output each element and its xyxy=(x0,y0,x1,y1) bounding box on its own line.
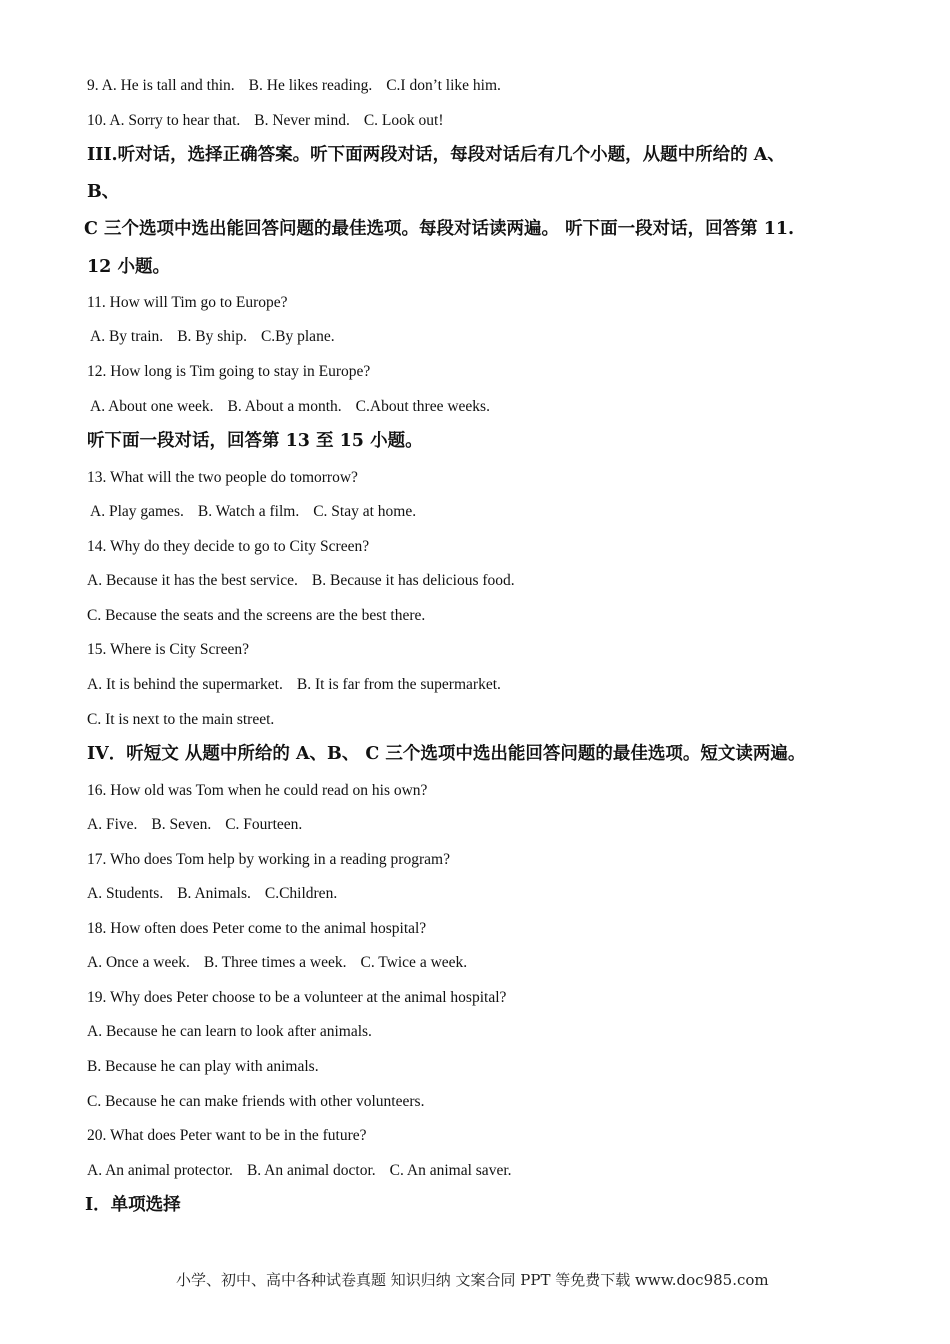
question-17-stem: 17. Who does Tom help by working in a reading program? xyxy=(87,851,450,868)
question-13-stem: 13. What will the two people do tomorrow? xyxy=(87,469,358,486)
question-20-stem: 20. What does Peter want to be in the future? xyxy=(87,1127,367,1144)
dialogue-2-heading: 听下面一段对话，回答第 13 至 15 小题。 xyxy=(87,431,423,451)
question-18-stem: 18. How often does Peter come to the animal hospital? xyxy=(87,920,427,937)
q9-option-c: C.I don’t like him. xyxy=(386,77,501,94)
q19-option-a: A. Because he can learn to look after animals. xyxy=(87,1023,372,1040)
section-3-heading-line1: III.听对话，选择正确答案。听下面两段对话，每段对话后有几个小题，从题中所给的 A、 xyxy=(87,145,785,165)
section-3-heading-line3: C 三个选项中选出能回答问题的最佳选项。每段对话读两遍。 听下面一段对话，回答第 11. xyxy=(84,219,795,239)
q15-option-b: B. It is far from the supermarket. xyxy=(296,676,501,693)
question-17-options xyxy=(87,884,337,904)
q16-option-a: A. Five. xyxy=(87,816,138,833)
section-4-heading: IV．听短文 从题中所给的 A、B、 C 三个选项中选出能回答问题的最佳选项。短文读两遍。 xyxy=(87,744,806,764)
question-15-options-ab xyxy=(87,675,501,695)
q14-option-b: B. Because it has delicious food. xyxy=(311,572,515,589)
q20-option-a: A. An animal protector. xyxy=(87,1162,233,1179)
question-9-options xyxy=(87,76,501,96)
question-20-options xyxy=(87,1161,512,1181)
q13-option-c: C. Stay at home. xyxy=(313,503,417,520)
question-11-options xyxy=(90,327,335,347)
q10-option-a: 10. A. Sorry to hear that. xyxy=(87,112,241,129)
page-footer: 小学、初中、高中各种试卷真题 知识归纳 文案合同 PPT 等免费下载 www.doc985.com xyxy=(176,1271,769,1289)
q13-option-b: B. Watch a film. xyxy=(197,503,300,520)
q17-option-a: A. Students. xyxy=(87,885,164,902)
q18-option-b: B. Three times a week. xyxy=(203,954,347,971)
q15-option-a: A. It is behind the supermarket. xyxy=(87,676,283,693)
section-3-heading-line4: 12 小题。 xyxy=(87,257,170,277)
question-14-options-ab xyxy=(87,571,515,591)
q16-option-b: B. Seven. xyxy=(151,816,212,833)
q20-option-b: B. An animal doctor. xyxy=(246,1162,376,1179)
question-12-stem: 12. How long is Tim going to stay in Europe? xyxy=(87,363,371,380)
question-12-options xyxy=(90,397,490,417)
q17-option-c: C.Children. xyxy=(264,885,338,902)
question-19-stem: 19. Why does Peter choose to be a volunteer at the animal hospital? xyxy=(87,989,507,1006)
q12-option-c: C.About three weeks. xyxy=(355,398,490,415)
section-1-heading: I．单项选择 xyxy=(85,1195,181,1215)
q19-option-c: C. Because he can make friends with other volunteers. xyxy=(87,1093,425,1110)
q15-option-c: C. It is next to the main street. xyxy=(87,711,275,728)
q12-option-a: A. About one week. xyxy=(90,398,214,415)
q11-option-c: C.By plane. xyxy=(260,328,335,345)
question-14-stem: 14. Why do they decide to go to City Screen? xyxy=(87,538,370,555)
q12-option-b: B. About a month. xyxy=(227,398,342,415)
question-10-options xyxy=(87,111,444,131)
q10-option-b: B. Never mind. xyxy=(254,112,350,129)
q13-option-a: A. Play games. xyxy=(90,503,184,520)
q9-option-b: B. He likes reading. xyxy=(248,77,373,94)
q19-option-b: B. Because he can play with animals. xyxy=(87,1058,319,1075)
q14-option-a: A. Because it has the best service. xyxy=(87,572,298,589)
question-13-options xyxy=(90,502,416,522)
q10-option-c: C. Look out! xyxy=(363,112,444,129)
q11-option-b: B. By ship. xyxy=(177,328,247,345)
question-16-options xyxy=(87,815,302,835)
q9-option-a: 9. A. He is tall and thin. xyxy=(87,77,235,94)
section-3-heading-line2: B、 xyxy=(87,182,120,202)
question-11-stem: 11. How will Tim go to Europe? xyxy=(87,294,288,311)
question-18-options xyxy=(87,953,467,973)
q18-option-a: A. Once a week. xyxy=(87,954,190,971)
q20-option-c: C. An animal saver. xyxy=(389,1162,512,1179)
question-15-stem: 15. Where is City Screen? xyxy=(87,641,249,658)
q16-option-c: C. Fourteen. xyxy=(225,816,303,833)
question-16-stem: 16. How old was Tom when he could read on his own? xyxy=(87,782,428,799)
q11-option-a: A. By train. xyxy=(90,328,164,345)
q18-option-c: C. Twice a week. xyxy=(360,954,468,971)
q14-option-c: C. Because the seats and the screens are the best there. xyxy=(87,607,426,624)
q17-option-b: B. Animals. xyxy=(177,885,251,902)
